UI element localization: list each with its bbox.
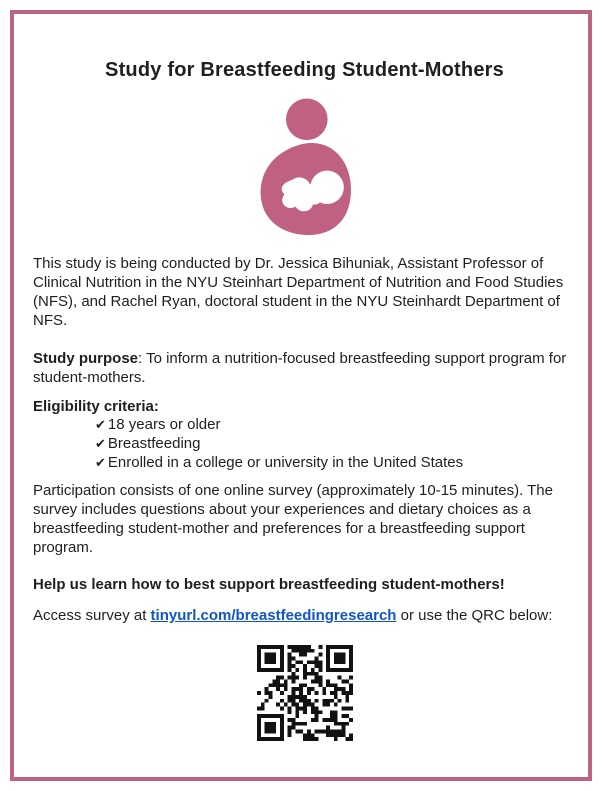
list-item-text: Enrolled in a college or university in the United States	[107, 454, 464, 471]
study-purpose-paragraph	[33, 349, 576, 387]
checkmark-icon: ✔	[95, 456, 106, 471]
page-title: Study for Breastfeeding Student-Mothers	[105, 59, 504, 81]
eligibility-label: Eligibility criteria:	[33, 398, 159, 415]
checkmark-icon: ✔	[95, 437, 106, 452]
list-item	[33, 454, 576, 473]
access-prefix: Access survey at	[33, 607, 151, 624]
access-suffix: or use the QRC below:	[396, 607, 553, 624]
flyer-content	[14, 58, 588, 746]
study-purpose-text: : To inform a nutrition-focused breastfeeding support program for student-mothers.	[33, 350, 567, 386]
survey-link[interactable]: tinyurl.com/breastfeedingresearch	[150, 607, 397, 624]
breastfeeding-icon	[33, 98, 576, 238]
eligibility-section	[33, 397, 576, 473]
eligibility-list	[33, 416, 576, 473]
checkmark-icon: ✔	[95, 418, 106, 433]
list-item	[33, 435, 576, 454]
study-purpose-label: Study purpose	[33, 350, 139, 367]
qr-code	[33, 645, 576, 746]
participation-paragraph: Participation consists of one online survey (approximately 10-15 minutes). The survey includes questions about your experiences and dietary choices as a breastfeeding student-mother and preferences for a breastfeeding support program.	[33, 482, 553, 556]
intro-paragraph: This study is being conducted by Dr. Jessica Bihuniak, Assistant Professor of Clinical Nutrition in the NYU Steinhart Department of Nutrition and Food Studies (NFS), and Rachel Ryan, doctoral student in the NYU Steinhardt Department of NFS.	[33, 255, 564, 329]
list-item-text: 18 years or older	[107, 416, 221, 433]
list-item-text: Breastfeeding	[107, 435, 201, 452]
flyer-border	[10, 10, 592, 781]
cta-text: Help us learn how to best support breastfeeding student-mothers!	[33, 576, 505, 593]
access-line	[33, 606, 576, 625]
list-item	[33, 416, 576, 435]
